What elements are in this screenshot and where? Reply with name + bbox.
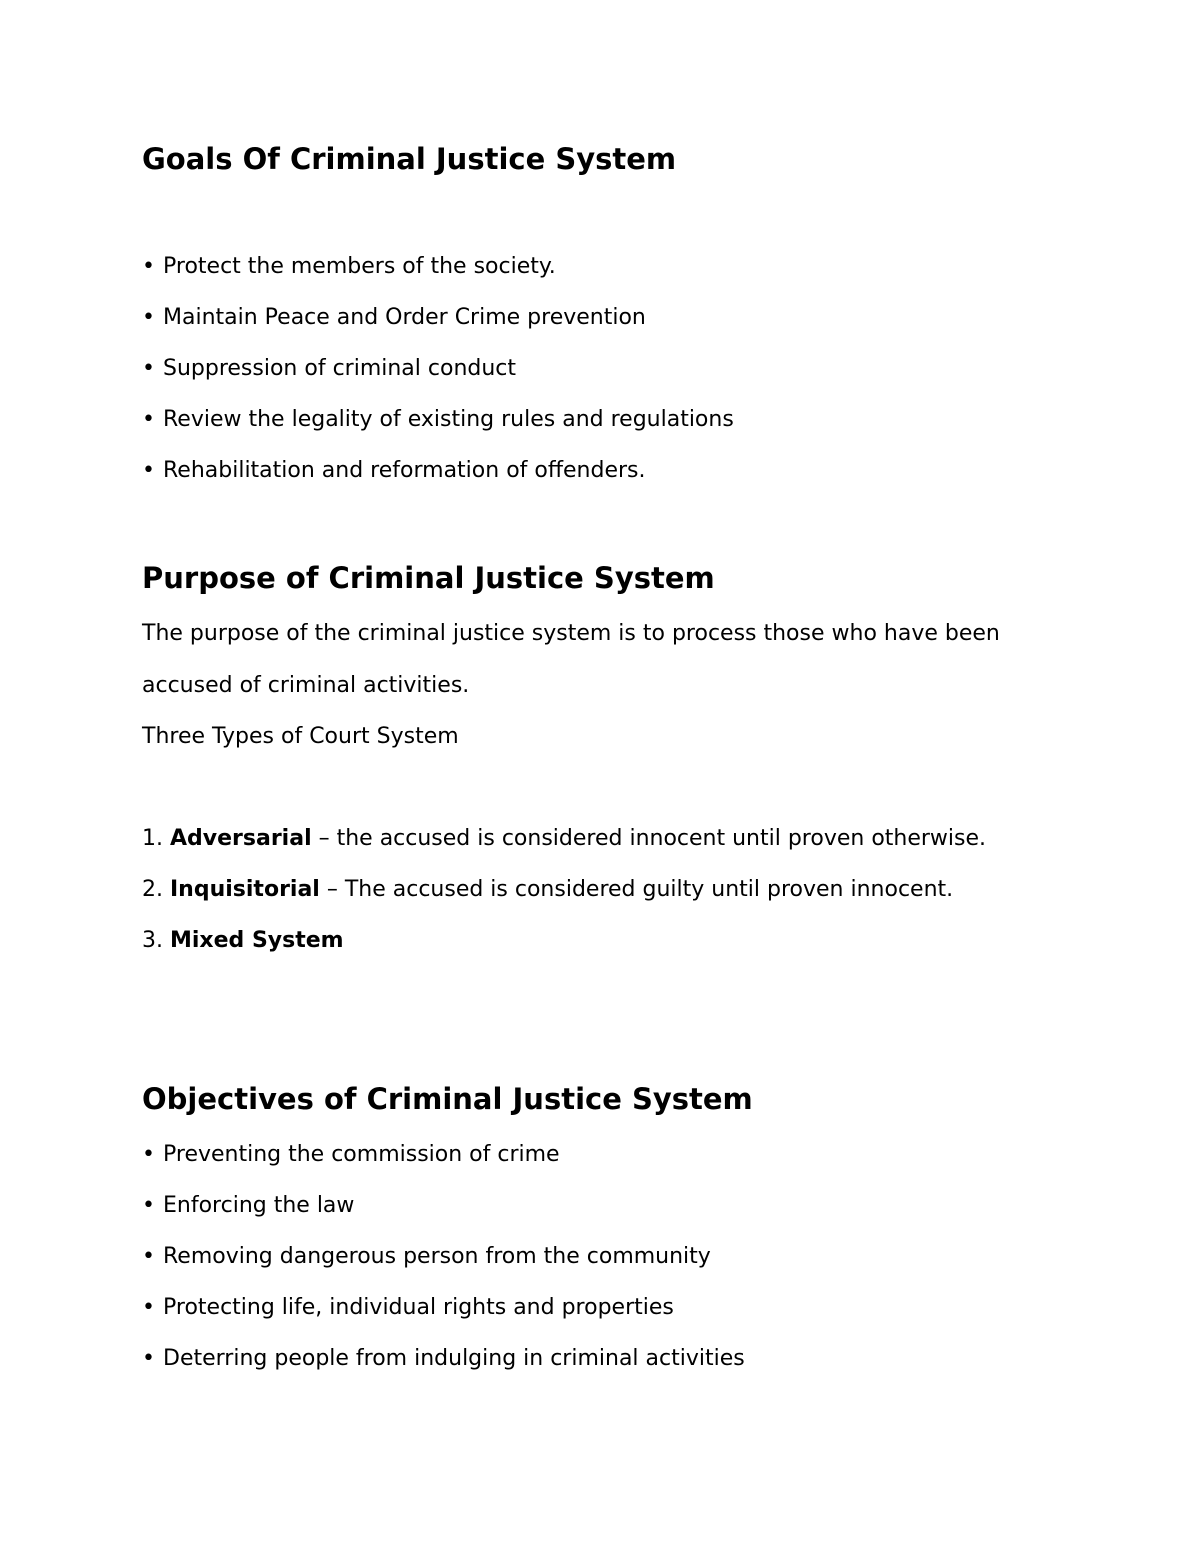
court-type-term: Mixed System [170,928,344,953]
bullet-icon: • [142,254,155,279]
bullet-icon: • [142,1244,155,1269]
court-type-number: 3. [142,928,163,953]
objectives-item-text: Preventing the commission of crime [163,1142,560,1167]
objectives-list-item [142,1293,674,1323]
court-type-item [142,824,986,854]
objectives-list-item [142,1140,560,1170]
purpose-paragraph-line: accused of criminal activities. [142,673,470,698]
goals-heading: Goals Of Criminal Justice System [142,142,677,176]
bullet-icon: • [142,407,155,432]
bullet-icon: • [142,458,155,483]
court-type-number: 2. [142,877,163,902]
bullet-icon: • [142,1346,155,1371]
goals-item-text: Review the legality of existing rules and regulations [163,407,734,432]
objectives-item-text: Deterring people from indulging in criminal activities [163,1346,745,1371]
objectives-list-item [142,1242,711,1272]
goals-list-item [142,252,556,282]
objectives-list-item [142,1191,354,1221]
purpose-heading: Purpose of Criminal Justice System [142,561,715,595]
goals-item-text: Protect the members of the society. [163,254,556,279]
goals-list-item [142,303,646,333]
objectives-item-text: Enforcing the law [163,1193,355,1218]
bullet-icon: • [142,1193,155,1218]
bullet-icon: • [142,1142,155,1167]
goals-item-text: Maintain Peace and Order Crime prevention [163,305,646,330]
purpose-paragraph-line: The purpose of the criminal justice system is to process those who have been [142,621,1000,646]
objectives-list-item [142,1344,745,1374]
bullet-icon: • [142,1295,155,1320]
bullet-icon: • [142,356,155,381]
goals-list-item [142,354,516,384]
court-type-term: Adversarial [170,826,312,851]
goals-list-item [142,405,734,435]
court-type-item [142,875,953,905]
court-type-item [142,926,344,956]
court-type-term: Inquisitorial [170,877,320,902]
bullet-icon: • [142,305,155,330]
court-types-subheading: Three Types of Court System [142,724,459,749]
court-type-description: – the accused is considered innocent until proven otherwise. [311,826,987,851]
goals-item-text: Rehabilitation and reformation of offenders. [163,458,646,483]
goals-item-text: Suppression of criminal conduct [163,356,517,381]
objectives-item-text: Protecting life, individual rights and properties [163,1295,674,1320]
objectives-heading: Objectives of Criminal Justice System [142,1082,753,1116]
goals-list-item [142,456,646,486]
court-type-description: – The accused is considered guilty until proven innocent. [319,877,954,902]
court-type-number: 1. [142,826,163,851]
objectives-item-text: Removing dangerous person from the community [163,1244,711,1269]
